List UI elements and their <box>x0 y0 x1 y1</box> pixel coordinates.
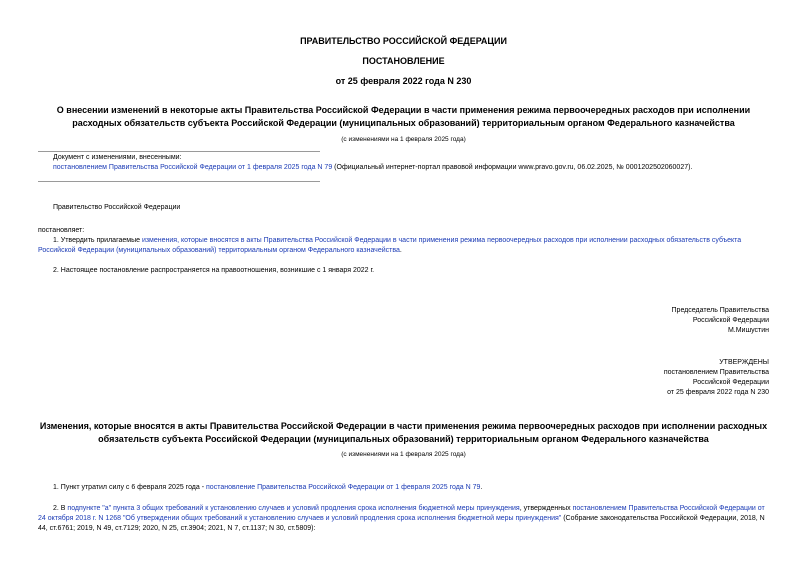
signature-name: М.Мишустин <box>727 327 769 334</box>
document-title <box>0 104 807 130</box>
approved-changes-link[interactable]: изменения, которые вносятся в акты Правительства Российской Федерации в части применения режима первоочередных расходов при исполнении расходных обязательств субъекта Российской Федерации (муниципальных образований) территориальным органом Федерального казначейства <box>38 237 742 254</box>
approval-date: от 25 февраля 2022 года N 230 <box>667 389 769 396</box>
signature-block <box>509 306 769 336</box>
appendix-item-1 <box>53 483 773 493</box>
appendix-item-2-prefix: 2. В <box>53 505 68 512</box>
divider-top <box>38 151 320 152</box>
document-title-line-2: расходных обязательств субъекта Российской Федерации (муниципальных образований) территориальным органом Федерального казначейства <box>72 118 735 128</box>
appendix-title-line-2: обязательств субъекта Российской Федерации (муниципальных образований) территориальным органом Федерального казначейства <box>98 434 709 444</box>
changes-source: (Официальный интернет-портал правовой информации www.pravo.gov.ru, 06.02.2025, № 0001202502060027). <box>332 164 693 171</box>
signature-position: Председатель Правительства <box>671 307 769 314</box>
changes-decree-link[interactable]: постановлением Правительства Российской Федерации от 1 февраля 2025 года N 79 <box>53 164 333 171</box>
doc-date-number: от 25 февраля 2022 года N 230 <box>335 76 472 86</box>
document-title-line-1: О внесении изменений в некоторые акты Правительства Российской Федерации в части применения режима первоочередных расходов при исполнении <box>56 105 751 115</box>
appendix-item-2 <box>38 504 771 534</box>
approval-line-3: Российской Федерации <box>692 379 769 386</box>
changes-reference <box>53 163 773 173</box>
approval-word: УТВЕРЖДЕНЫ <box>719 359 769 366</box>
approval-line-2: постановлением Правительства <box>663 369 769 376</box>
appendix-item-1-link[interactable]: постановление Правительства Российской Федерации от 1 февраля 2025 года N 79 <box>206 484 481 491</box>
appendix-title <box>0 420 807 446</box>
appendix-title-line-1: Изменения, которые вносятся в акты Правительства Российской Федерации в части применения режима первоочередных расходов при исполнении расходных <box>39 421 768 431</box>
changes-block <box>53 153 773 173</box>
decree-item-1 <box>38 236 771 256</box>
appendix-item-2-suffix: (Собрание законодательства Российской Федерации, 2018, N 44, ст.6761; 2019, N 49, ст.7129; 2020, N 25, ст.3904; 2021, N 7, ст.1137; N 30, ст.5809): <box>38 515 765 532</box>
decrees-word: постановляет: <box>38 227 85 234</box>
appendix-item-2-mid: , утвержденных <box>519 505 573 512</box>
doc-type-heading: ПОСТАНОВЛЕНИЕ <box>362 56 445 66</box>
decree-item-1-suffix: . <box>399 247 402 254</box>
appendix-item-2-link-decree[interactable]: постановлением Правительства Российской Федерации от 24 октября 2018 г. N 1268 "Об утверждении общих требований к установлению случаев и условий продления срока исполнения бюджетной меры принуждения" <box>38 505 765 522</box>
appendix-item-1-suffix: . <box>480 484 483 491</box>
changes-label: Документ с изменениями, внесенными: <box>53 154 182 161</box>
appendix-item-2-link-requirements[interactable]: подпункте "а" пункта 3 общих требований к установлению случаев и условий продления срока исполнения бюджетной меры принуждения <box>67 505 520 512</box>
divider-bottom <box>38 181 320 182</box>
decree-item-1-prefix: 1. Утвердить прилагаемые <box>53 237 142 244</box>
revision-note: (с изменениями на 1 февраля 2025 года) <box>341 136 466 143</box>
decree-item-2: 2. Настоящее постановление распространяется на правоотношения, возникшие с 1 января 2022 г. <box>53 267 375 274</box>
appendix-item-1-prefix: 1. Пункт утратил силу с 6 февраля 2025 года - <box>53 484 207 491</box>
issuer: Правительство Российской Федерации <box>53 204 181 211</box>
signature-country: Российской Федерации <box>692 317 769 324</box>
approval-block <box>509 358 769 398</box>
appendix-revision-note: (с изменениями на 1 февраля 2025 года) <box>341 451 466 458</box>
org-heading: ПРАВИТЕЛЬСТВО РОССИЙСКОЙ ФЕДЕРАЦИИ <box>300 36 507 46</box>
